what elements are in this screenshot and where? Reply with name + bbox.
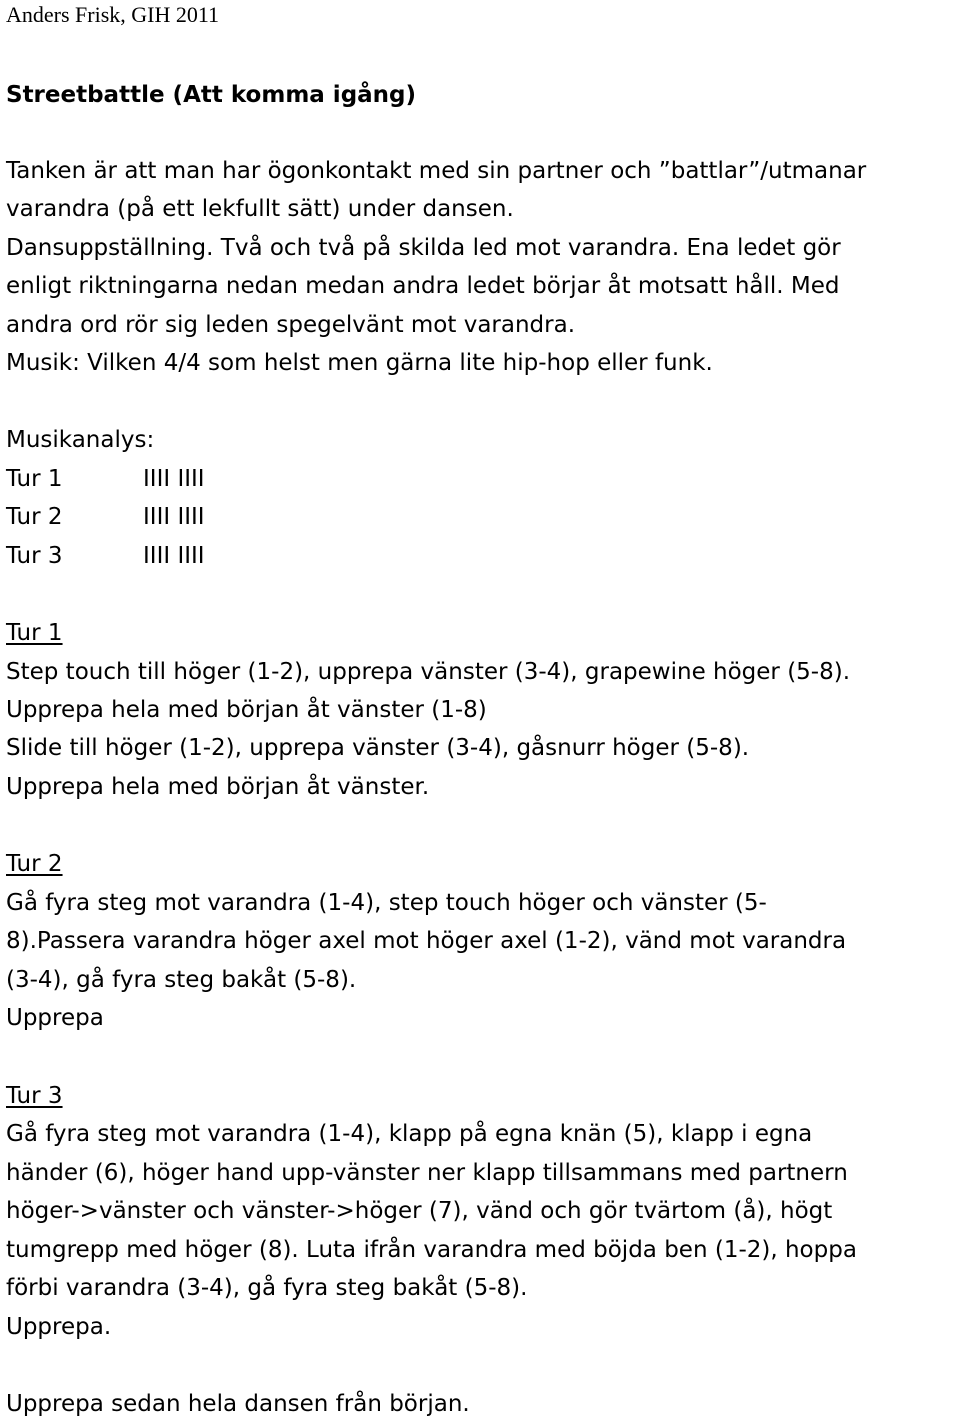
section-line: (3-4), gå fyra steg bakåt (5-8). bbox=[6, 967, 357, 993]
analysis-row-pattern: IIII IIII bbox=[143, 504, 205, 530]
intro-line: varandra (på ett lekfullt sätt) under dansen. bbox=[6, 196, 514, 222]
section-line: Gå fyra steg mot varandra (1-4), step touch höger och vänster (5- bbox=[6, 890, 767, 916]
analysis-row-label: Tur 1 bbox=[6, 466, 63, 492]
section-line: tumgrepp med höger (8). Luta ifrån varandra med böjda ben (1-2), hoppa bbox=[6, 1237, 857, 1263]
section-line: förbi varandra (3-4), gå fyra steg bakåt (5-8). bbox=[6, 1275, 528, 1301]
intro-line: andra ord rör sig leden spegelvänt mot varandra. bbox=[6, 312, 576, 338]
analysis-row bbox=[6, 541, 205, 571]
section-line: Slide till höger (1-2), upprepa vänster (3-4), gåsnurr höger (5-8). bbox=[6, 735, 750, 761]
intro-line: enligt riktningarna nedan medan andra ledet börjar åt motsatt håll. Med bbox=[6, 273, 840, 299]
analysis-row-label: Tur 2 bbox=[6, 504, 63, 530]
section-line: Upprepa bbox=[6, 1005, 104, 1031]
section-heading: Tur 3 bbox=[6, 1083, 63, 1109]
section-line: Upprepa. bbox=[6, 1314, 112, 1340]
section-line: händer (6), höger hand upp-vänster ner klapp tillsammans med partnern bbox=[6, 1160, 848, 1186]
section-heading: Tur 2 bbox=[6, 851, 63, 877]
section-line: Upprepa hela med början åt vänster (1-8) bbox=[6, 697, 487, 723]
analysis-row bbox=[6, 464, 205, 494]
section-line: 8).Passera varandra höger axel mot höger axel (1-2), vänd mot varandra bbox=[6, 928, 847, 954]
analysis-row bbox=[6, 502, 205, 532]
section-line: Step touch till höger (1-2), upprepa vänster (3-4), grapewine höger (5-8). bbox=[6, 659, 851, 685]
intro-line: Dansuppställning. Två och två på skilda led mot varandra. Ena ledet gör bbox=[6, 235, 841, 261]
document-title: Streetbattle (Att komma igång) bbox=[6, 82, 417, 108]
page-header: Anders Frisk, GIH 2011 bbox=[6, 2, 220, 27]
analysis-row-pattern: IIII IIII bbox=[143, 466, 205, 492]
section-line: Upprepa hela med början åt vänster. bbox=[6, 774, 430, 800]
intro-line: Tanken är att man har ögonkontakt med sin partner och ”battlar”/utmanar bbox=[6, 158, 867, 184]
analysis-row-label: Tur 3 bbox=[6, 543, 63, 569]
analysis-row-pattern: IIII IIII bbox=[143, 543, 205, 569]
music-line: Musik: Vilken 4/4 som helst men gärna lite hip-hop eller funk. bbox=[6, 350, 713, 376]
section-line: Gå fyra steg mot varandra (1-4), klapp på egna knän (5), klapp i egna bbox=[6, 1121, 813, 1147]
analysis-heading: Musikanalys: bbox=[6, 427, 155, 453]
closing-line: Upprepa sedan hela dansen från början. bbox=[6, 1391, 470, 1417]
section-heading: Tur 1 bbox=[6, 620, 63, 646]
section-line: höger->vänster och vänster->höger (7), vänd och gör tvärtom (å), högt bbox=[6, 1198, 833, 1224]
